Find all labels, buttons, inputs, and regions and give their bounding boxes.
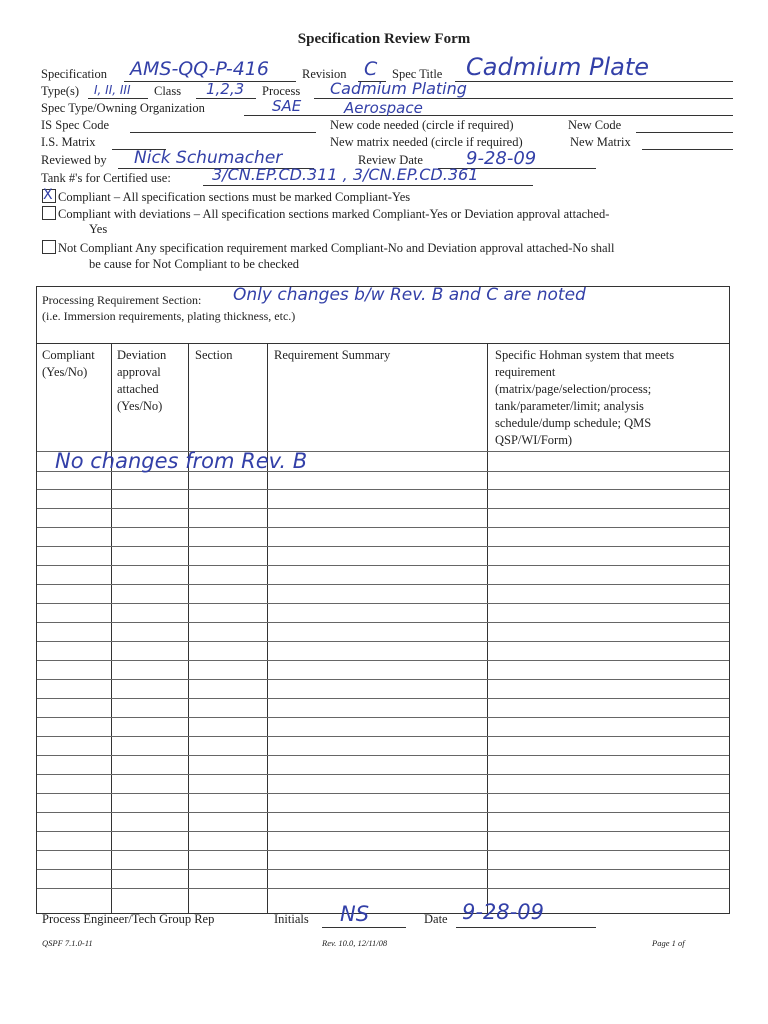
row-line: [37, 565, 729, 566]
header-section: Section: [195, 348, 233, 362]
header-deviation-line-3: attached: [117, 382, 159, 396]
spec-org-value[interactable]: Aerospace: [344, 99, 423, 117]
compliant-deviations-option[interactable]: [42, 206, 609, 222]
spec-title-value[interactable]: Cadmium Plate: [466, 53, 649, 81]
process-value[interactable]: Cadmium Plating: [330, 79, 467, 98]
reviewed-by-value[interactable]: Nick Schumacher: [134, 148, 283, 168]
initials-label: Initials: [274, 912, 309, 926]
compliant-deviations-text-2: Yes: [89, 222, 108, 236]
new-matrix-needed-label: New matrix needed (circle if required): [330, 135, 523, 149]
row-line: [37, 774, 729, 775]
types-label: Type(s): [41, 84, 80, 98]
row-line: [37, 793, 729, 794]
col-divider-3: [267, 343, 268, 913]
header-deviation-line-2: approval: [117, 365, 161, 379]
col-divider-1: [111, 343, 112, 913]
spec-title-label: Spec Title: [392, 67, 443, 81]
specification-value[interactable]: AMS-QQ-P-416: [130, 58, 269, 80]
is-spec-code-line: [130, 132, 316, 133]
revision-label: Revision: [302, 67, 347, 81]
form-code: QSPF 7.1.0-11: [42, 938, 93, 948]
date-label: Date: [424, 912, 448, 926]
types-value[interactable]: I, II, III: [94, 83, 131, 97]
is-spec-code-label: IS Spec Code: [41, 118, 110, 132]
spec-type-line: [244, 115, 733, 116]
engineer-label: Process Engineer/Tech Group Rep: [42, 912, 215, 926]
row-line: [37, 489, 729, 490]
processing-requirement-section: [37, 287, 729, 344]
new-code-line: [636, 132, 733, 133]
row-line: [37, 812, 729, 813]
row-line: [37, 888, 729, 889]
col-divider-2: [188, 343, 189, 913]
row-line: [37, 679, 729, 680]
proc-req-label: Processing Requirement Section:: [42, 293, 202, 307]
class-value[interactable]: 1,2,3: [206, 80, 245, 98]
new-code-label: New Code: [568, 118, 622, 132]
types-line: [88, 98, 148, 99]
row-line: [37, 736, 729, 737]
header-compliant: [42, 347, 95, 381]
tank-line: [203, 185, 533, 186]
revision-value[interactable]: C: [364, 58, 378, 80]
compliant-deviations-text: Compliant with deviations – All specification sections marked Compliant-Yes or Deviation approval attached-: [58, 207, 610, 221]
header-hohman-line-5: schedule/dump schedule; QMS: [495, 416, 652, 430]
row-1-note[interactable]: No changes from Rev. B: [55, 449, 308, 473]
not-compliant-checkbox[interactable]: [42, 240, 56, 254]
tank-value[interactable]: 3/CN.EP.CD.311 , 3/CN.EP.CD.361: [212, 165, 479, 184]
row-line: [37, 660, 729, 661]
header-requirement-summary: Requirement Summary: [274, 348, 391, 362]
compliant-option[interactable]: [42, 189, 410, 205]
review-date-value[interactable]: 9-28-09: [466, 148, 537, 169]
form-title: Specification Review Form: [297, 31, 471, 47]
reviewed-by-label: Reviewed by: [41, 153, 107, 167]
initials-value[interactable]: NS: [340, 902, 370, 926]
tank-label: Tank #'s for Certified use:: [41, 171, 171, 185]
header-hohman-line-1: Specific Hohman system that meets: [495, 348, 675, 362]
header-hohman-line-3: (matrix/page/selection/process;: [495, 382, 652, 396]
header-compliant-line-2: (Yes/No): [42, 365, 88, 379]
spec-type-value[interactable]: SAE: [272, 97, 302, 115]
is-matrix-label: I.S. Matrix: [41, 135, 96, 149]
row-line: [37, 508, 729, 509]
page-number: Page 1 of: [652, 938, 685, 948]
review-date-label: Review Date: [358, 153, 423, 167]
header-deviation-line-1: Deviation: [117, 348, 167, 362]
row-line: [37, 850, 729, 851]
not-compliant-text: Not Compliant Any specification requirement marked Compliant-No and Deviation approval attached-No shall: [58, 241, 615, 255]
new-matrix-line: [642, 149, 733, 150]
row-line: [37, 698, 729, 699]
header-hohman-line-2: requirement: [495, 365, 556, 379]
class-label: Class: [154, 84, 182, 98]
not-compliant-option[interactable]: [42, 240, 614, 256]
row-line: [37, 755, 729, 756]
header-deviation: [117, 347, 166, 415]
header-hohman-system: [495, 347, 674, 449]
compliant-text: Compliant – All specification sections must be marked Compliant-Yes: [58, 190, 411, 204]
row-line: [37, 641, 729, 642]
compliant-check-mark: X: [43, 187, 53, 203]
proc-req-value[interactable]: Only changes b/w Rev. B and C are noted: [233, 285, 586, 305]
spec-title-line: [455, 81, 733, 82]
row-line: [37, 603, 729, 604]
compliant-checkbox[interactable]: [42, 189, 56, 203]
row-line: [37, 869, 729, 870]
row-line: [37, 622, 729, 623]
header-deviation-line-4: (Yes/No): [117, 399, 163, 413]
compliant-deviations-checkbox[interactable]: [42, 206, 56, 220]
process-label: Process: [262, 84, 301, 98]
new-matrix-label: New Matrix: [570, 135, 631, 149]
requirements-table: [36, 286, 730, 914]
row-line: [37, 717, 729, 718]
proc-req-sub: (i.e. Immersion requirements, plating thickness, etc.): [42, 309, 296, 323]
spec-type-label: Spec Type/Owning Organization: [41, 101, 205, 115]
header-hohman-line-6: QSP/WI/Form): [495, 433, 573, 447]
header-hohman-line-4: tank/parameter/limit; analysis: [495, 399, 644, 413]
not-compliant-text-2: be cause for Not Compliant to be checked: [89, 257, 299, 271]
date-value[interactable]: 9-28-09: [462, 900, 544, 924]
row-line: [37, 584, 729, 585]
date-line: [456, 927, 596, 928]
row-line: [37, 527, 729, 528]
specification-label: Specification: [41, 67, 107, 81]
col-divider-4: [487, 343, 488, 913]
class-line: [196, 98, 256, 99]
form-revision: Rev. 10.0, 12/11/08: [322, 938, 388, 948]
row-line: [37, 546, 729, 547]
row-line: [37, 831, 729, 832]
header-compliant-line-1: Compliant: [42, 348, 95, 362]
initials-line: [322, 927, 406, 928]
new-code-needed-label: New code needed (circle if required): [330, 118, 514, 132]
